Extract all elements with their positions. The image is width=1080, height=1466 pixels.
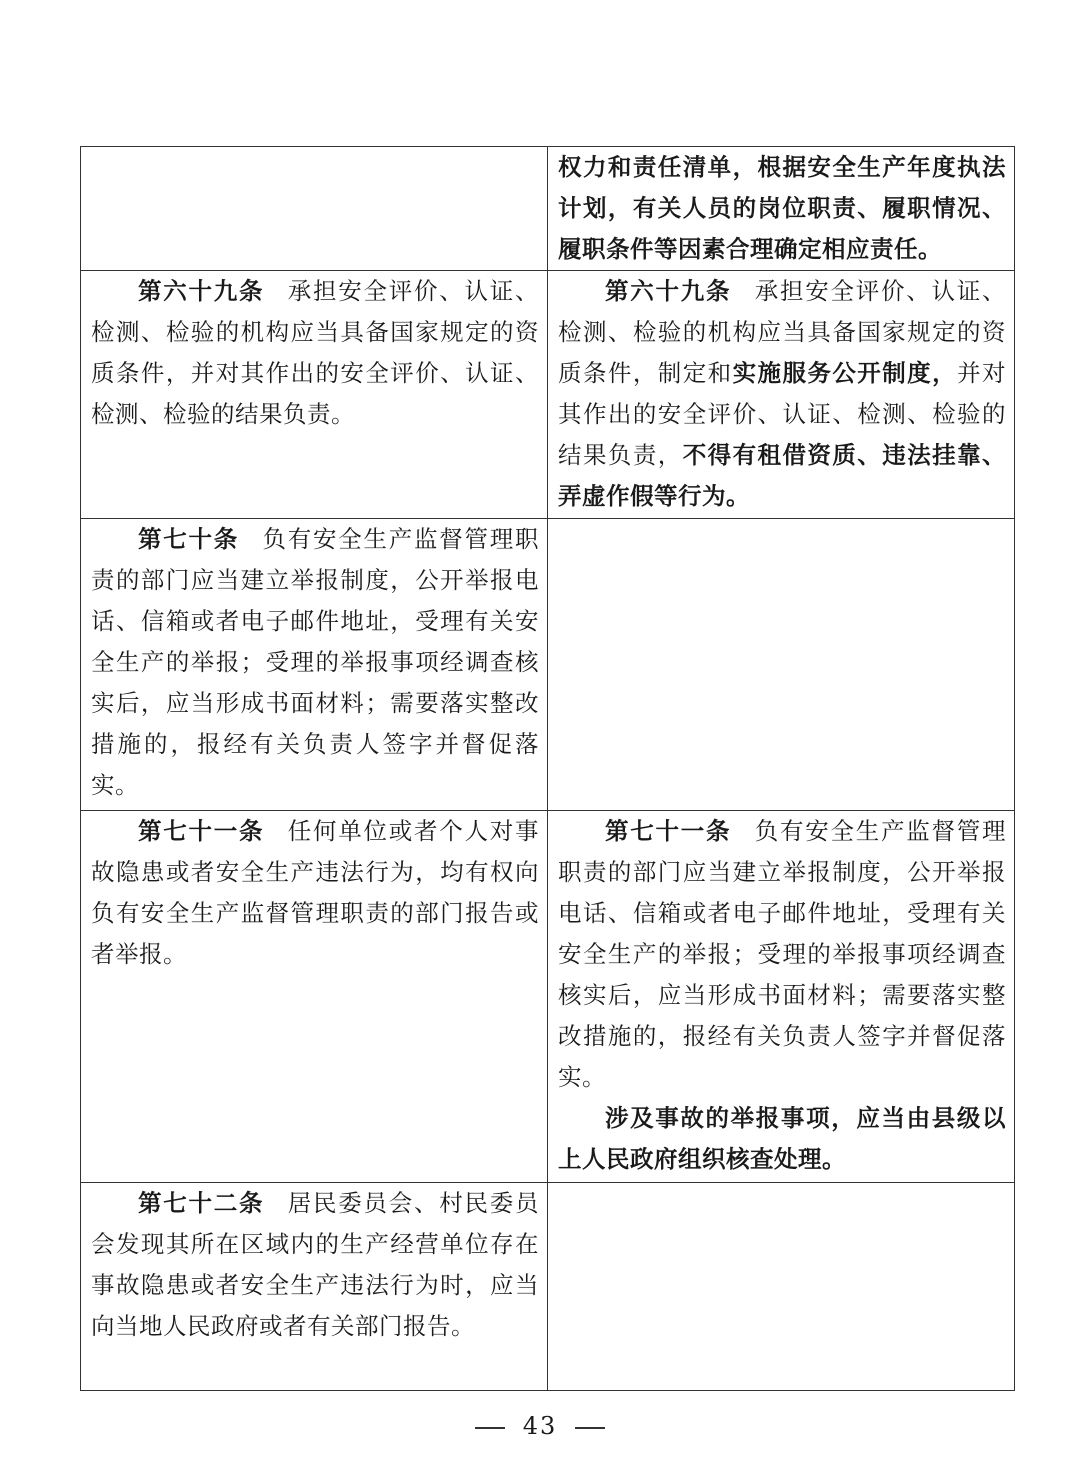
article-number: 第七十一条 [605, 817, 732, 845]
table-row [81, 271, 1015, 519]
table-row [81, 1183, 1015, 1391]
comparison-table [80, 146, 1015, 1391]
article-number: 第七十二条 [138, 1189, 265, 1217]
right-cell-empty [548, 519, 1015, 811]
right-cell-empty [548, 1183, 1015, 1391]
left-cell [81, 519, 548, 811]
article-text: 承担安全评价、认证、检测、检验的机构应当具备国家规定的资质条件，制定和 [558, 277, 1006, 387]
right-cell [548, 271, 1015, 519]
right-cell [548, 811, 1015, 1183]
article-paragraph [91, 519, 539, 806]
article-text: 任何单位或者个人对事故隐患或者安全生产违法行为，均有权向负有安全生产监督管理职责的部门报告或者举报。 [91, 817, 539, 968]
added-text: 实施服务公开制度， [732, 359, 958, 387]
article-number: 第七十条 [138, 525, 239, 553]
article-text: 负有安全生产监督管理职责的部门应当建立举报制度，公开举报电话、信箱或者电子邮件地址，受理有关安全生产的举报；受理的举报事项经调查核实后，应当形成书面材料；需要落实整改措施的，报经有关负责人签字并督促落实。 [91, 525, 539, 799]
article-paragraph [91, 271, 539, 435]
left-cell-empty [81, 147, 548, 271]
table-row [81, 519, 1015, 811]
article-text: 负有安全生产监督管理职责的部门应当建立举报制度，公开举报电话、信箱或者电子邮件地址，受理有关安全生产的举报；受理的举报事项经调查核实后，应当形成书面材料；需要落实整改措施的，报经有关负责人签字并督促落实。 [558, 817, 1006, 1091]
continuation-text: 权力和责任清单，根据安全生产年度执法计划，有关人员的岗位职责、履职情况、履职条件等因素合理确定相应责任。 [558, 153, 1006, 263]
article-number: 第六十九条 [605, 277, 732, 305]
article-paragraph [558, 271, 1006, 517]
table-row [81, 147, 1015, 271]
article-paragraph [91, 1183, 539, 1347]
table-row [81, 811, 1015, 1183]
right-cell [548, 147, 1015, 271]
left-cell [81, 271, 548, 519]
article-text: 承担安全评价、认证、检测、检验的机构应当具备国家规定的资质条件，并对其作出的安全评价、认证、检测、检验的结果负责。 [91, 277, 539, 428]
article-number: 第六十九条 [138, 277, 265, 305]
article-text: 并对其作出的安全评价、认证、检测、检验的结果负责， [558, 359, 1007, 469]
article-number: 第七十一条 [138, 817, 265, 845]
dash-left [475, 1427, 505, 1429]
dash-right [575, 1427, 605, 1429]
article-paragraph [91, 811, 539, 975]
page-number [0, 1412, 1080, 1440]
article-text: 居民委员会、村民委员会发现其所在区域内的生产经营单位存在事故隐患或者安全生产违法行为时，应当向当地人民政府或者有关部门报告。 [91, 1189, 539, 1340]
added-paragraph: 涉及事故的举报事项，应当由县级以上人民政府组织核查处理。 [558, 1104, 1006, 1173]
left-cell [81, 811, 548, 1183]
added-text: 不得有租借资质、违法挂靠、弄虚作假等行为。 [558, 441, 1007, 510]
left-cell [81, 1183, 548, 1391]
page-number-text: 43 [522, 1412, 558, 1440]
article-paragraph [558, 811, 1006, 1098]
